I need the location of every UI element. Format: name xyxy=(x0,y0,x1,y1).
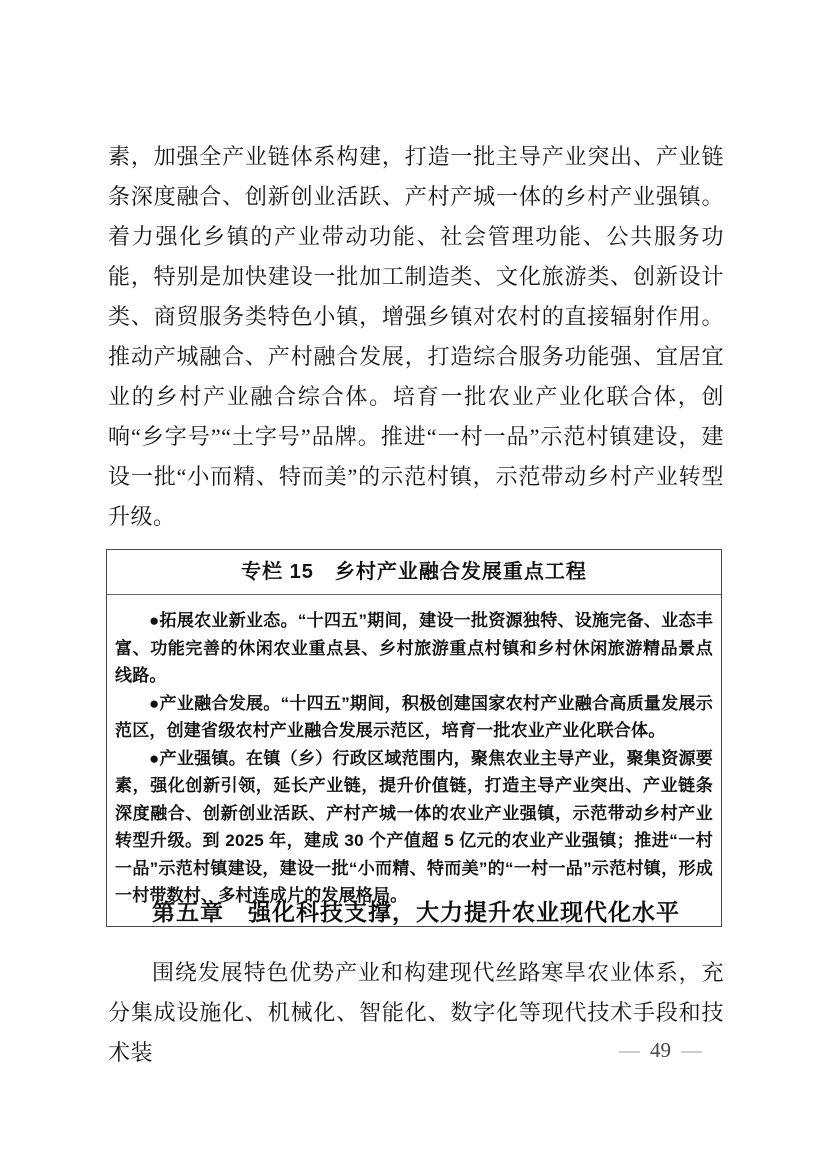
callout-box-body xyxy=(107,595,721,926)
page-number: 49 xyxy=(650,1038,671,1062)
callout-box-item: ●拓展农业新业态。“十四五”期间，建设一批资源独特、设施完备、业态丰富、功能完善的休闲农业重点县、乡村旅游重点村镇和乡村休闲旅游精品景点线路。 xyxy=(115,611,713,685)
callout-box-item: ●产业强镇。在镇（乡）行政区域范围内，聚焦农业主导产业，聚集资源要素，强化创新引领，延长产业链，提升价值链，打造主导产业突出、产业链条深度融合、创新创业活跃、产村产城一体的农业产业强镇，示范带动乡村产业转型升级。到 2025 年，建成 30 个产值超 5 亿元的农业产业强镇；推进“一村一品”示范村镇建设，建设一批“小而精、特而美”的“一村一品”示范村镇，形成一村带数村、多村连成片的发展格局。 xyxy=(115,748,713,905)
page-footer xyxy=(108,1038,724,1062)
callout-box-title: 专栏 15 乡村产业融合发展重点工程 xyxy=(107,550,721,595)
callout-box-item: ●产业融合发展。“十四五”期间，积极创建国家农村产业融合高质量发展示范区，创建省级农村产业融合发展示范区，培育一批农业产业化联合体。 xyxy=(115,693,713,740)
footer-right-dash: — xyxy=(681,1038,702,1062)
callout-box xyxy=(106,549,722,927)
footer-left-dash: — xyxy=(619,1038,640,1062)
body-paragraph: 围绕发展特色优势产业和构建现代丝路寒旱农业体系，充分集成设施化、机械化、智能化、数字化等现代技术手段和技术装 xyxy=(108,960,724,1065)
chapter-heading: 第五章 强化科技支撑，大力提升农业现代化水平 xyxy=(152,899,680,925)
body-paragraph-continuation: 素，加强全产业链体系构建，打造一批主导产业突出、产业链条深度融合、创新创业活跃、产村产城一体的乡村产业强镇。着力强化乡镇的产业带动功能、社会管理功能、公共服务功能，特别是加快建设一批加工制造类、文化旅游类、创新设计类、商贸服务类特色小镇，增强乡镇对农村的直接辐射作用。推动产城融合、产村融合发展，打造综合服务功能强、宜居宜业的乡村产业融合综合体。培育一批农业产业化联合体，创响“乡字号”“土字号”品牌。推进“一村一品”示范村镇建设，建设一批“小而精、特而美”的示范村镇，示范带动乡村产业转型升级。 xyxy=(108,144,724,529)
